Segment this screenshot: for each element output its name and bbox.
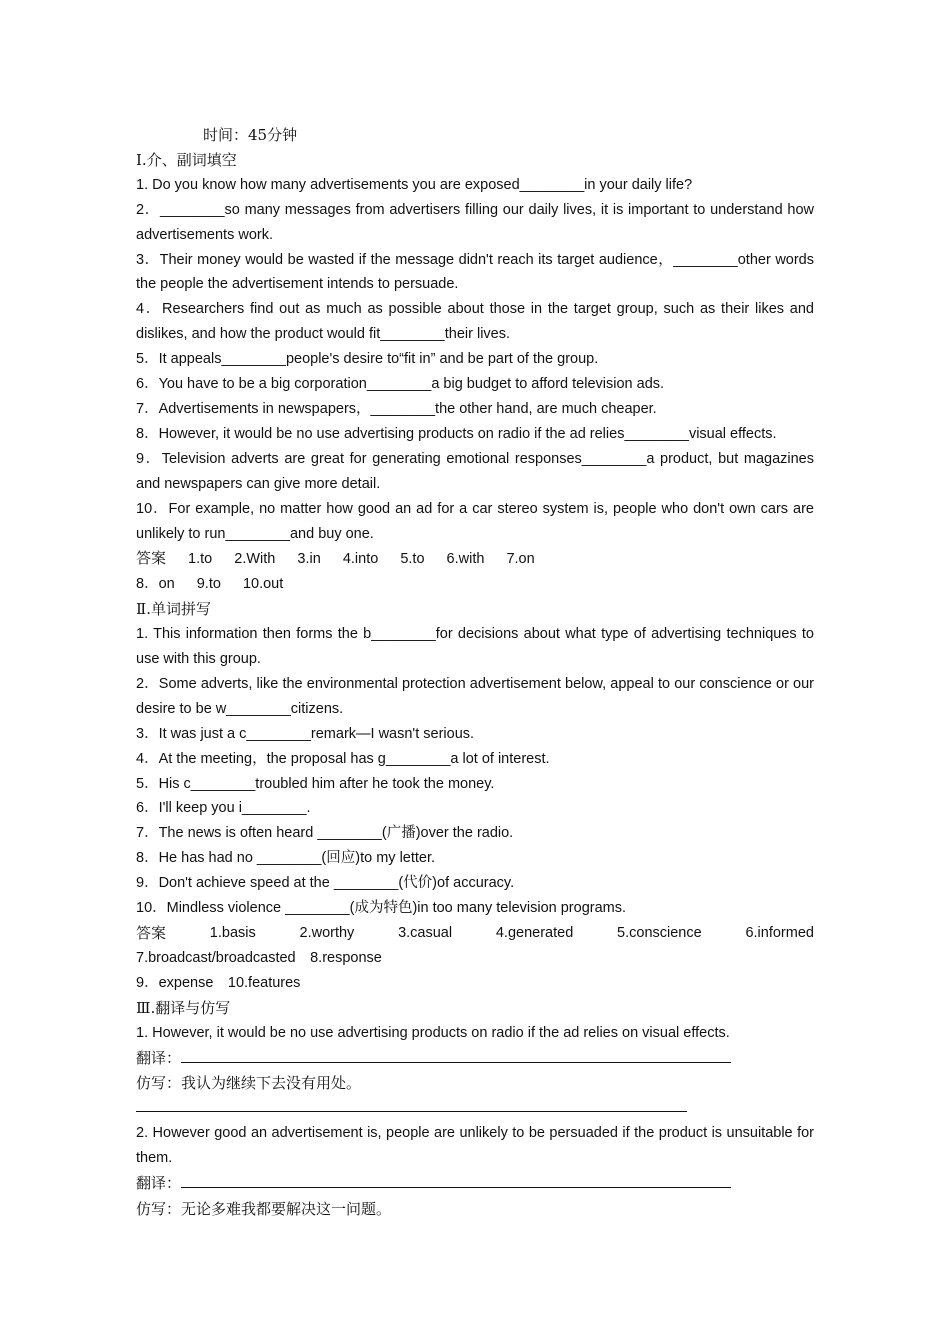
s1-question-10: 10．For example, no matter how good an ad for a car stereo system is, people who don't own cars are unlikely to run________and buy one. bbox=[136, 500, 814, 542]
s3-imitate-1: 仿写：我认为继续下去没有用处。 bbox=[136, 1074, 362, 1093]
time-limit: 时间：45分钟 bbox=[203, 126, 298, 144]
section3-title: Ⅲ.翻译与仿写 bbox=[136, 998, 231, 1017]
s1-question-9: 9．Television adverts are great for generating emotional responses________a product, but magazines and newspapers can give more detail. bbox=[136, 450, 814, 492]
s2-question-1: 1. This information then forms the b________for decisions about what type of advertising techniques to use with this group. bbox=[136, 626, 814, 668]
s3-question-2: 2. However good an advertisement is, people are unlikely to be persuaded if the product is unsuitable for them. bbox=[136, 1125, 814, 1167]
answer-item: 10.out bbox=[242, 576, 284, 593]
answer-blank-line[interactable] bbox=[136, 1096, 687, 1112]
answer-item: 6.informed bbox=[745, 925, 814, 941]
s2-question-3: 3．It was just a c________remark—I wasn't serious. bbox=[136, 725, 475, 742]
answer-blank-line[interactable] bbox=[181, 1172, 731, 1188]
s1-question-5: 5．It appeals________people's desire to“fit in” and be part of the group. bbox=[136, 351, 599, 368]
s1-answers-line2 bbox=[136, 572, 814, 597]
s3-question-1: 1. However, it would be no use advertising products on radio if the ad relies on visual effects. bbox=[136, 1024, 730, 1041]
answer-item: 2.With bbox=[234, 551, 276, 568]
worksheet-page bbox=[136, 123, 814, 1222]
s2-answers-line3: 9．expense 10.features bbox=[136, 974, 301, 991]
section2-title: Ⅱ.单词拼写 bbox=[136, 600, 211, 619]
answer-item: 8．on bbox=[136, 576, 175, 593]
s2-question-6: 6．I'll keep you i________. bbox=[136, 800, 311, 817]
answer-item: 3.casual bbox=[398, 925, 453, 941]
s2-question-4: 4．At the meeting，the proposal has g________a lot of interest. bbox=[136, 750, 550, 767]
s2-question-8: 8．He has had no ________(回应)to my letter. bbox=[136, 850, 436, 867]
s2-question-2: 2．Some adverts, like the environmental protection advertisement below, appeal to our conscience or our desire to be w________citizens. bbox=[136, 675, 814, 717]
s1-question-2: 2．________so many messages from advertisers filling our daily lives, it is important to understand how advertisements work. bbox=[136, 201, 814, 243]
section1-title: Ⅰ.介、副词填空 bbox=[136, 150, 237, 169]
translate-label: 翻译： bbox=[136, 1174, 182, 1193]
answer-item: 5.to bbox=[400, 551, 425, 568]
s1-question-7: 7．Advertisements in newspapers，________the other hand, are much cheaper. bbox=[136, 400, 657, 417]
answer-item: 5.conscience bbox=[617, 925, 702, 941]
answer-item: 1.basis bbox=[209, 925, 256, 941]
s1-question-3: 3．Their money would be wasted if the message didn't reach its target audience，________other words the people the advertisement intends to persuade. bbox=[136, 251, 814, 293]
s1-question-4: 4．Researchers find out as much as possible about those in the target group, such as their likes and dislikes, and how the product would fit________their lives. bbox=[136, 301, 814, 343]
s2-question-9: 9．Don't achieve speed at the ________(代价)of accuracy. bbox=[136, 875, 515, 892]
answer-blank-line[interactable] bbox=[181, 1047, 731, 1063]
answer-label: 答案 bbox=[136, 549, 167, 568]
answer-item: 4.generated bbox=[495, 925, 574, 941]
answer-item: 4.into bbox=[342, 551, 379, 568]
s3-translate-row-2 bbox=[136, 1171, 814, 1197]
answer-item: 3.in bbox=[297, 551, 321, 568]
s3-imitate-2: 仿写：无论多难我都要解决这一问题。 bbox=[136, 1199, 392, 1218]
s2-question-7: 7．The news is often heard ________(广播)over the radio. bbox=[136, 825, 514, 842]
s3-imitate-answer-row-1 bbox=[136, 1096, 814, 1121]
answer-item: 9.to bbox=[196, 576, 221, 593]
s1-question-1: 1. Do you know how many advertisements you are exposed________in your daily life? bbox=[136, 176, 693, 193]
s1-question-6: 6．You have to be a big corporation________a big budget to afford television ads. bbox=[136, 376, 665, 393]
answer-item: 1.to bbox=[188, 551, 213, 568]
s2-answers-line2: 7.broadcast/broadcasted 8.response bbox=[136, 949, 382, 966]
translate-label: 翻译： bbox=[136, 1048, 182, 1067]
s1-question-8: 8．However, it would be no use advertising products on radio if the ad relies________visual effects. bbox=[136, 425, 777, 442]
answer-item: 6.with bbox=[446, 551, 485, 568]
answer-item: 2.worthy bbox=[299, 925, 355, 941]
s2-question-5: 5．His c________troubled him after he took the money. bbox=[136, 775, 495, 792]
answer-item: 7.on bbox=[506, 551, 535, 568]
s3-translate-row-1 bbox=[136, 1046, 814, 1072]
answer-label: 答案 bbox=[136, 924, 167, 942]
s2-question-10: 10．Mindless violence ________(成为特色)in too many television programs. bbox=[136, 900, 627, 917]
s2-answers-line1 bbox=[136, 921, 814, 946]
s1-answers-line1 bbox=[136, 546, 814, 572]
